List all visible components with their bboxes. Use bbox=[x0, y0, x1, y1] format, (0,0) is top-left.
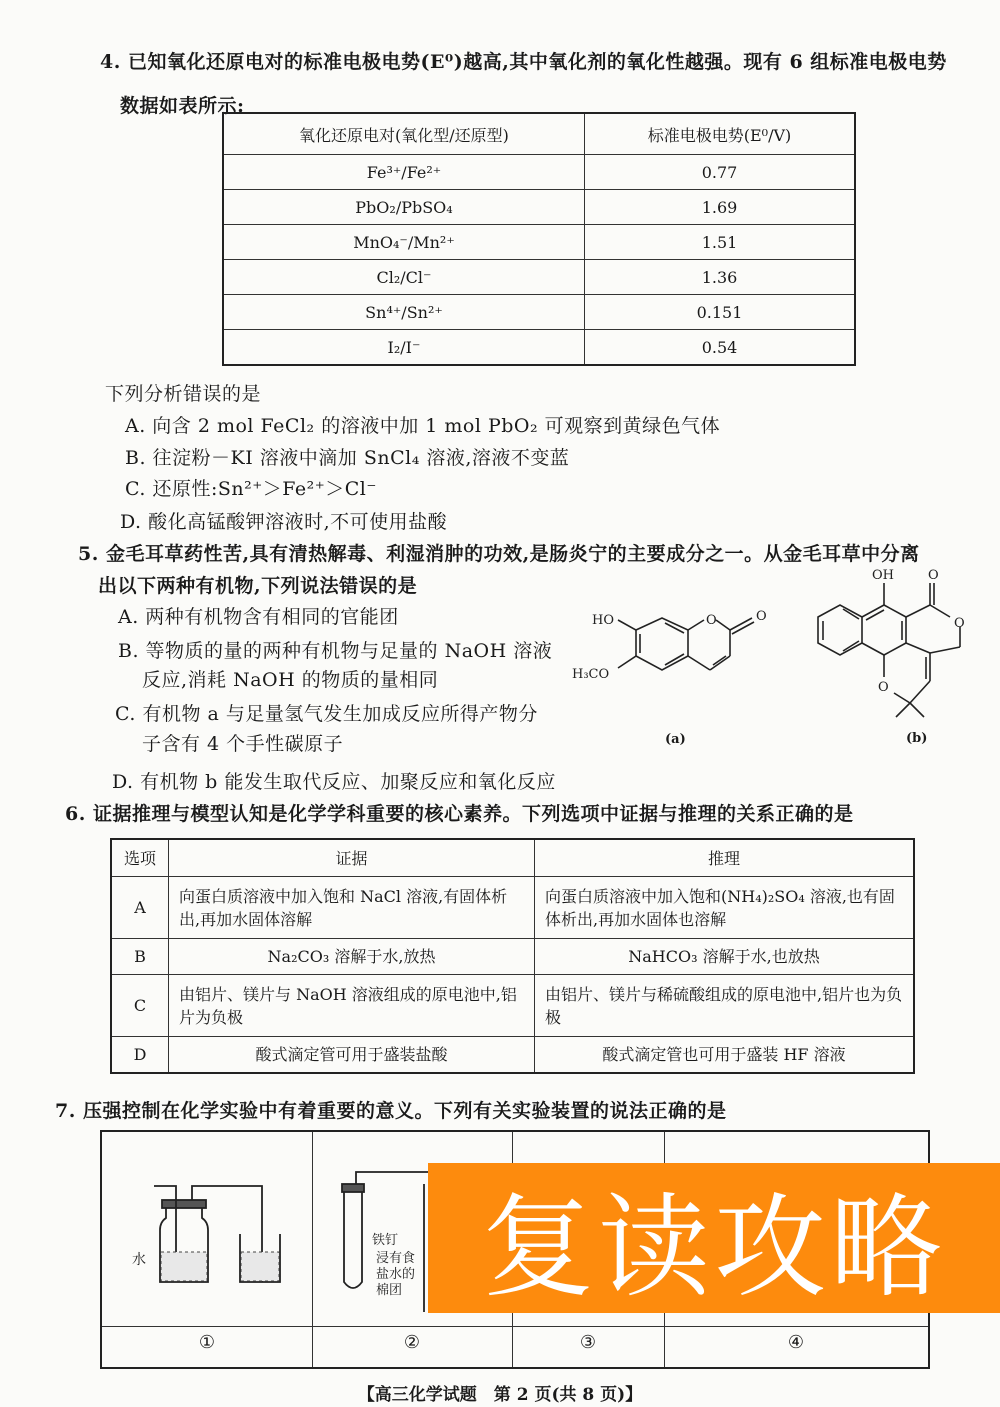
header-option: 选项 bbox=[111, 839, 169, 877]
header-evidence: 证据 bbox=[169, 839, 535, 877]
table-row bbox=[223, 155, 855, 190]
potential-value: 1.36 bbox=[585, 260, 856, 295]
q5-option-d: D. 有机物 b 能发生取代反应、加聚反应和氧化反应 bbox=[112, 771, 556, 793]
watermark-banner: 复读攻略 bbox=[428, 1163, 1000, 1313]
q4-prompt: 下列分析错误的是 bbox=[105, 383, 262, 405]
potential-value: 0.77 bbox=[585, 155, 856, 190]
table-header-row bbox=[111, 839, 914, 877]
molecule-a-structure bbox=[570, 590, 780, 720]
apparatus-number-1: ① bbox=[198, 1332, 216, 1353]
reasoning-cell: NaHCO₃ 溶解于水,也放热 bbox=[535, 939, 915, 975]
methoxy-label: H₃CO bbox=[572, 667, 610, 682]
redox-pair: Cl₂/Cl⁻ bbox=[223, 260, 585, 295]
electrode-potential-table bbox=[222, 112, 856, 366]
table-row bbox=[223, 190, 855, 225]
table-row bbox=[111, 877, 914, 939]
evidence-cell: 酸式滴定管可用于盛装盐酸 bbox=[169, 1037, 535, 1073]
option-letter: C bbox=[111, 975, 169, 1037]
carbonyl-oxygen-label: O bbox=[928, 568, 939, 583]
molecule-a-label: (a) bbox=[665, 732, 686, 747]
table-row bbox=[111, 975, 914, 1037]
molecule-b-label: (b) bbox=[906, 731, 928, 746]
q5-option-b-line1: B. 等物质的量的两种有机物与足量的 NaOH 溶液 bbox=[118, 640, 553, 662]
table-header-row bbox=[223, 113, 855, 155]
header-reasoning: 推理 bbox=[535, 839, 915, 877]
q5-option-c-line1: C. 有机物 a 与足量氢气发生加成反应所得产物分 bbox=[115, 703, 538, 725]
reasoning-cell: 酸式滴定管也可用于盛装 HF 溶液 bbox=[535, 1037, 915, 1073]
table-row bbox=[111, 939, 914, 975]
lactone-oxygen-label: O bbox=[954, 616, 965, 631]
table-divider bbox=[102, 1326, 928, 1327]
page-footer: 【高三化学试题 第 2 页(共 8 页)】 bbox=[357, 1385, 643, 1405]
q7-stem: 7. 压强控制在化学实验中有着重要的意义。下列有关实验装置的说法正确的是 bbox=[55, 1100, 727, 1122]
q4-option-b: B. 往淀粉－KI 溶液中滴加 SnCl₄ 溶液,溶液不变蓝 bbox=[125, 447, 570, 469]
cotton-label-line1: 浸有食 bbox=[376, 1251, 416, 1266]
q5-option-b-line2: 反应,消耗 NaOH 的物质的量相同 bbox=[142, 669, 439, 691]
q4-stem-line2: 数据如表所示: bbox=[120, 95, 245, 117]
reasoning-cell: 向蛋白质溶液中加入饱和(NH₄)₂SO₄ 溶液,也有固体析出,再加水固体也溶解 bbox=[535, 877, 915, 939]
apparatus-number-4: ④ bbox=[787, 1332, 805, 1353]
apparatus-number-3: ③ bbox=[579, 1332, 597, 1353]
q5-option-a: A. 两种有机物含有相同的官能团 bbox=[118, 606, 399, 628]
evidence-cell: 向蛋白质溶液中加入饱和 NaCl 溶液,有固体析出,再加水固体溶解 bbox=[169, 877, 535, 939]
cotton-label-line3: 棉团 bbox=[376, 1283, 403, 1298]
gas-washing-bottle-diagram bbox=[130, 1172, 300, 1287]
q4-option-a: A. 向含 2 mol FeCl₂ 的溶液中加 1 mol PbO₂ 可观察到黄绿色气体 bbox=[125, 415, 721, 437]
table-row bbox=[223, 295, 855, 330]
evidence-cell: 由铝片、镁片与 NaOH 溶液组成的原电池中,铝片为负极 bbox=[169, 975, 535, 1037]
q5-stem-line1: 5. 金毛耳草药性苦,具有清热解毒、利湿消肿的功效,是肠炎宁的主要成分之一。从金毛耳草中分离 bbox=[78, 543, 920, 565]
q5-stem-line2: 出以下两种有机物,下列说法错误的是 bbox=[98, 575, 418, 597]
table-row bbox=[223, 225, 855, 260]
molecule-a bbox=[570, 590, 780, 750]
q5-option-c-line2: 子含有 4 个手性碳原子 bbox=[142, 733, 344, 755]
water-label: 水 bbox=[132, 1252, 146, 1268]
potential-value: 1.69 bbox=[585, 190, 856, 225]
header-redox-pair: 氧化还原电对(氧化型/还原型) bbox=[223, 113, 585, 155]
potential-value: 0.54 bbox=[585, 330, 856, 366]
header-potential: 标准电极电势(E⁰/V) bbox=[585, 113, 856, 155]
ring-oxygen-label: O bbox=[706, 613, 717, 628]
pyran-oxygen-label: O bbox=[878, 680, 889, 695]
potential-value: 1.51 bbox=[585, 225, 856, 260]
redox-pair: I₂/I⁻ bbox=[223, 330, 585, 366]
table-row bbox=[111, 1037, 914, 1073]
redox-pair: PbO₂/PbSO₄ bbox=[223, 190, 585, 225]
q4-option-d: D. 酸化高锰酸钾溶液时,不可使用盐酸 bbox=[120, 511, 448, 533]
option-letter: B bbox=[111, 939, 169, 975]
q6-stem: 6. 证据推理与模型认知是化学学科重要的核心素养。下列选项中证据与推理的关系正确的是 bbox=[65, 803, 854, 825]
reasoning-cell: 由铝片、镁片与稀硫酸组成的原电池中,铝片也为负极 bbox=[535, 975, 915, 1037]
hydroxyl-label: HO bbox=[592, 613, 614, 628]
q4-option-c: C. 还原性:Sn²⁺＞Fe²⁺＞Cl⁻ bbox=[125, 478, 377, 500]
table-row bbox=[223, 260, 855, 295]
molecule-b-structure bbox=[810, 565, 980, 730]
evidence-cell: Na₂CO₃ 溶解于水,放热 bbox=[169, 939, 535, 975]
redox-pair: Fe³⁺/Fe²⁺ bbox=[223, 155, 585, 190]
cotton-label-line2: 盐水的 bbox=[376, 1267, 416, 1282]
molecule-b bbox=[810, 565, 980, 750]
apparatus-number-2: ② bbox=[403, 1332, 421, 1353]
potential-value: 0.151 bbox=[585, 295, 856, 330]
redox-pair: Sn⁴⁺/Sn²⁺ bbox=[223, 295, 585, 330]
redox-pair: MnO₄⁻/Mn²⁺ bbox=[223, 225, 585, 260]
option-letter: A bbox=[111, 877, 169, 939]
iron-nail-label: 铁钉 bbox=[372, 1233, 399, 1248]
evidence-reasoning-table bbox=[110, 838, 915, 1074]
q4-stem-line1: 4. 已知氧化还原电对的标准电极电势(E⁰)越高,其中氧化剂的氧化性越强。现有 6 组标准电极电势 bbox=[100, 51, 947, 73]
hydroxyl-label: OH bbox=[872, 568, 894, 583]
table-row bbox=[223, 330, 855, 366]
carbonyl-oxygen-label: O bbox=[756, 609, 767, 624]
option-letter: D bbox=[111, 1037, 169, 1073]
